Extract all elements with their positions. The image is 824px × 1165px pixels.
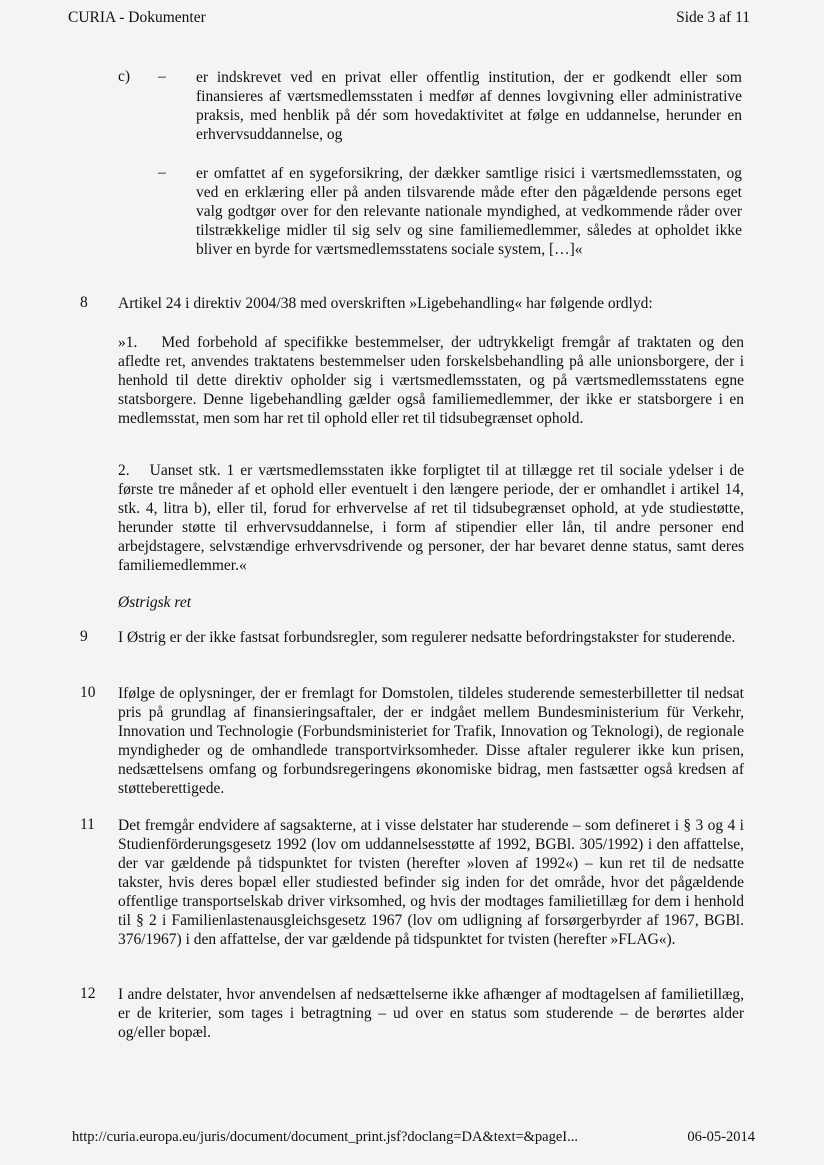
quote-paragraph-2 [118, 461, 744, 575]
header-title: CURIA - Dokumenter [68, 9, 206, 26]
paragraph-number-8: 8 [80, 294, 88, 311]
paragraph-number-10: 10 [80, 684, 96, 701]
paragraph-number-11: 11 [80, 816, 95, 833]
footer-date: 06-05-2014 [687, 1129, 755, 1145]
footer-url: http://curia.europa.eu/juris/document/document_print.jsf?doclang=DA&text=&pageI... [72, 1129, 578, 1145]
quote-paragraph-1 [118, 333, 744, 428]
bullet-text-2: er omfattet af en sygeforsikring, der dækker samtlige risici i værtsmedlemsstaten, og ved en erklæring eller på anden tilsvarende måde efter den pågældende persons eget valg godtgør over for den relevante nationale myndighed, at vedkommende råder over tilstrækkelige midler til sig selv og sine familiemedlemmer, således at opholdet ikke bliver en byrde for værtsmedlemsstatens sociale system, […]« [196, 165, 742, 258]
quote-text-2: Uanset stk. 1 er værtsmedlemsstaten ikke forpligtet til at tillægge ret til sociale ydelser i de første tre måneder af et ophold eller eventuelt i den længere periode, der er omhandlet i artikel 14, stk. 4, litra b), eller til, forud for erhvervelse af ret til tidsubegrænset ophold, at yde studiestøtte, herunder støtte til erhvervsuddannelse, i form af stipendier eller lån, til andre personer end arbejdstagere, selvstændige erhvervsdrivende og personer, der har bevaret denne status, samt deres familiemedlemmer.« [118, 462, 744, 574]
quote-text-1: Med forbehold af specifikke bestemmelser, der udtrykkeligt fremgår af traktaten og den afledte ret, anvendes traktatens bestemmelser uden forskelsbehandling på alle unionsborgere, der i henhold til dette direktiv opholder sig i værtsmedlemsstaten, og på værtsmedlemsstatens egne statsborgere. Denne ligebehandling gælder også familiemedlemmer, der ikke er statsborgere i en medlemsstat, men som har ret til ophold eller ret til tidsubegrænset ophold. [118, 334, 744, 427]
bullet-dash-1: – [158, 68, 166, 85]
bullet-text-1: er indskrevet ved en privat eller offentlig institution, der er godkendt eller som finansieres af værtsmedlemsstaten i medfør af dennes lovgivning eller administrative praksis, med henblik på dér som hovedaktivitet at følge en uddannelse, herunder en erhvervsuddannelse, og [196, 69, 742, 143]
paragraph-12: I andre delstater, hvor anvendelsen af nedsættelserne ikke afhænger af modtagelsen af familietillæg, er de kriterier, som tages i betragtning – ud over en status som studerende – de berørtes alder og/eller bopæl. [118, 986, 744, 1041]
paragraph-10: Ifølge de oplysninger, der er fremlagt for Domstolen, tildeles studerende semesterbilletter til nedsat pris på grundlag af finansieringsaftaler, der er indgået mellem Bundesministerium für Verkehr, Innovation und Technologie (Forbundsministeriet for Trafik, Innovation og Teknologi), de regionale myndigheder og de omhandlede transportvirksomheder. Disse aftaler regulerer ikke kun prisen, nedsættelsens omfang og forbundsregeringens økonomiske bidrag, men fastsætter også kredsen af støtteberettigede. [118, 685, 744, 797]
paragraph-number-12: 12 [80, 985, 96, 1002]
paragraph-number-9: 9 [80, 628, 88, 645]
paragraph-8: Artikel 24 i direktiv 2004/38 med overskriften »Ligebehandling« har følgende ordlyd: [118, 295, 653, 312]
paragraph-11: Det fremgår endvidere af sagsakterne, at i visse delstater har studerende – som defineret i § 3 og 4 i Studienförderungsgesetz 1992 (lov om uddannelsesstøtte af 1992, BGBl. 305/1992) i den affattelse, der var gældende på tidspunktet for tvisten (herefter »loven af 1992«) – kun ret til de nedsatte takster, hvis deres bopæl eller studiested befinder sig inden for det område, hvor det pågældende offentlige transportselskab driver virksomhed, og hvis der modtages familietillæg for dem i henhold til § 2 i Familienlastenausgleichsgesetz 1967 (lov om udligning af forsørgerbyrder af 1967, BGBl. 376/1967) i den affattelse, der var gældende på tidspunktet for tvisten (herefter »FLAG«). [118, 817, 744, 948]
paragraph-9: I Østrig er der ikke fastsat forbundsregler, som regulerer nedsatte befordringstakster for studerende. [118, 629, 736, 646]
quote-number-1: »1. [118, 334, 138, 351]
section-subheading: Østrigsk ret [118, 594, 192, 611]
quote-number-2: 2. [118, 462, 130, 479]
list-marker-c: c) [118, 68, 131, 85]
header-page-number: Side 3 af 11 [676, 9, 750, 26]
bullet-dash-2: – [158, 164, 166, 181]
